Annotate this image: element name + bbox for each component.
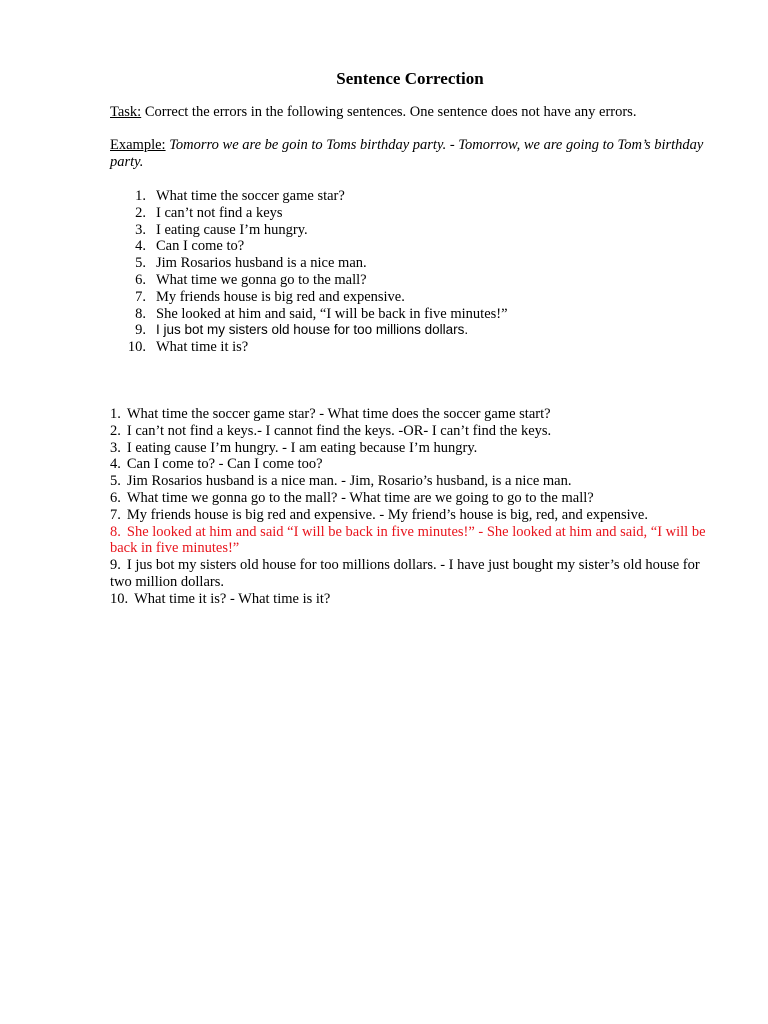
answer-number: 10. [110,590,129,607]
answer-item [110,423,710,440]
answer-number: 5. [110,473,121,490]
question-item [110,255,710,272]
answer-text: What time we gonna go to the mall? - What time are we going to go to the mall? [126,489,594,506]
answer-number: 6. [110,489,121,506]
question-item [110,306,710,323]
question-number: 4. [135,238,146,255]
question-item [110,205,710,222]
answer-text: Jim Rosarios husband is a nice man. - Jim, Rosario’s husband, is a nice man. [126,473,572,490]
task-label: Task: [110,104,142,120]
answer-text: I eating cause I’m hungry. - I am eating because I’m hungry. [126,439,478,456]
question-item [110,188,710,205]
question-number: 7. [135,288,146,305]
answer-number: 3. [110,439,121,456]
page-title: Sentence Correction [336,69,484,88]
document-page [110,68,710,608]
question-number: 10. [127,339,146,356]
question-text: I can’t not find a keys [156,204,283,221]
question-number: 5. [135,255,146,272]
answer-text: My friends house is big red and expensive. - My friend’s house is big, red, and expensive. [126,506,648,523]
question-number: 6. [135,271,146,288]
question-text: Jim Rosarios husband is a nice man. [156,255,367,272]
answer-text: Can I come to? - Can I come too? [126,456,323,473]
question-text: She looked at him and said, “I will be back in five minutes!” [156,305,508,322]
question-number: 9. [135,322,146,339]
task-text: Correct the errors in the following sentences. One sentence does not have any errors. [141,104,637,120]
task-paragraph [110,104,710,121]
example-paragraph [110,137,710,171]
question-text: I eating cause I’m hungry. [156,221,308,238]
question-item [110,238,710,255]
answer-item [110,456,710,473]
question-item [110,339,710,356]
question-number: 3. [135,221,146,238]
question-text: Can I come to? [156,238,245,255]
question-text: What time it is? [156,339,249,356]
answer-item [110,591,710,608]
answer-item [110,557,710,591]
question-number: 8. [135,305,146,322]
answer-text: She looked at him and said “I will be back in five minutes!” - She looked at him and said, “I will be back in five minutes!” [110,523,706,557]
answer-number: 7. [110,506,121,523]
question-text: What time we gonna go to the mall? [156,271,367,288]
question-item [110,272,710,289]
answer-number: 2. [110,422,121,439]
answer-text: I jus bot my sisters old house for too millions dollars. - I have just bought my sister’s old house for two million dollars. [110,557,700,590]
answer-key [110,406,710,608]
answer-number: 1. [110,405,121,422]
question-number: 1. [135,188,146,204]
answer-number: 4. [110,456,121,473]
answer-item [110,440,710,457]
answer-item [110,473,710,490]
question-text: My friends house is big red and expensive. [156,288,405,305]
answer-text: What time the soccer game star? - What time does the soccer game start? [126,405,551,422]
question-number: 2. [135,204,146,221]
question-item [110,222,710,239]
question-list [110,188,710,356]
answer-item [110,507,710,524]
answer-text: What time it is? - What time is it? [134,590,331,607]
example-text: Tomorro we are be goin to Toms birthday party. - Tomorrow, we are going to Tom’s birthday party. [110,137,704,170]
answer-item [110,406,710,423]
answer-text: I can’t not find a keys.- I cannot find the keys. -OR- I can’t find the keys. [126,422,552,439]
answer-item-highlighted [110,524,710,558]
question-text: What time the soccer game star? [156,188,345,204]
answer-number: 8. [110,523,121,540]
question-item [110,289,710,306]
answer-number: 9. [110,557,121,574]
question-text: I jus bot my sisters old house for too millions dollars. [156,322,469,338]
example-label: Example: [110,137,166,153]
answer-item [110,490,710,507]
question-item [110,322,710,339]
